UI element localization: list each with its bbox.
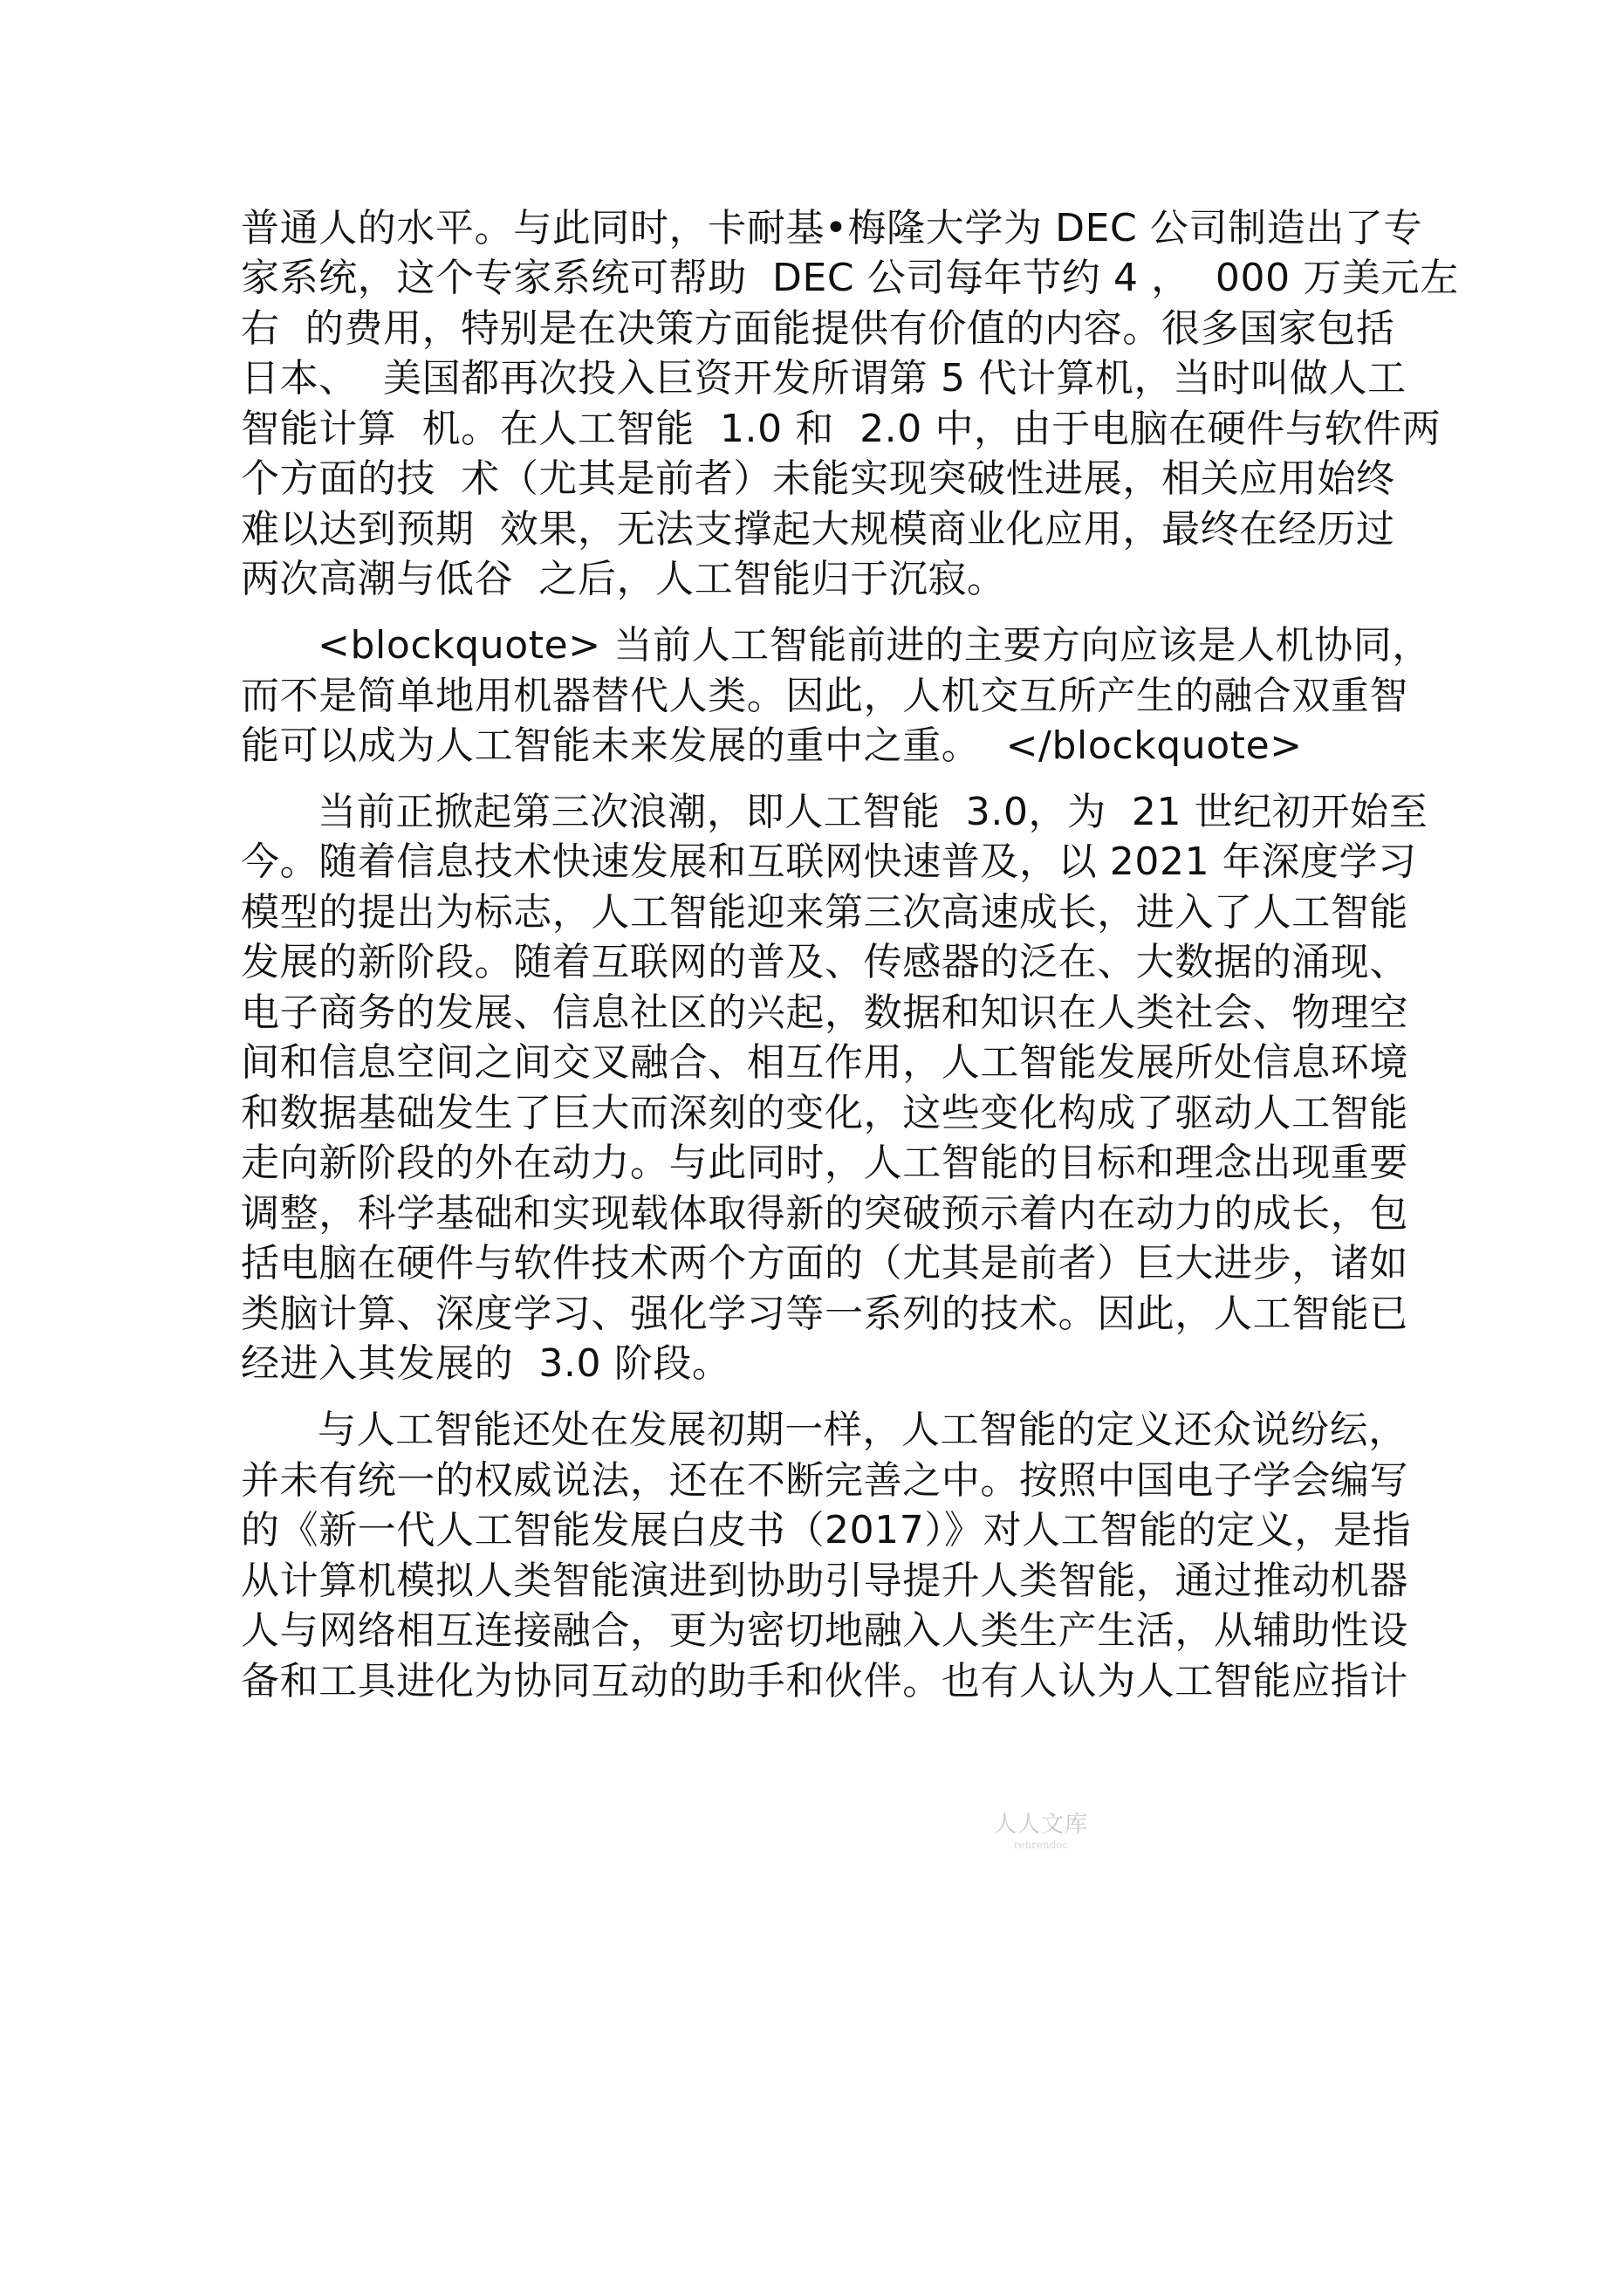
text-line: 家系统，这个专家系统可帮助 DEC 公司每年节约 4 ， 000 万美元左 — [241, 256, 1459, 300]
text-line: 括电脑在硬件与软件技术两个方面的（尤其是前者）巨大进步，诸如 — [241, 1241, 1408, 1285]
text-line: 人与网络相互连接融合，更为密切地融入人类生产生活，从辅助性设 — [241, 1608, 1408, 1653]
text-line: 备和工具进化为协同互动的助手和伙伴。也有人认为人工智能应指计 — [241, 1659, 1408, 1703]
text-line: 与人工智能还处在发展初期一样，人工智能的定义还众说纷纭， — [318, 1408, 1407, 1452]
text-line: 难以达到预期 效果，无法支撑起大规模商业化应用，最终在经历过 — [241, 507, 1395, 552]
text-line: 的《新一代人工智能发展白皮书（2017）》对人工智能的定义，是指 — [241, 1508, 1412, 1552]
watermark-logo — [976, 1812, 1106, 1873]
text-line: 间和信息空间之间交叉融合、相互作用，人工智能发展所处信息环境 — [241, 1040, 1408, 1085]
text-line: 个方面的技 术（尤其是前者）未能实现突破性进展，相关应用始终 — [241, 456, 1395, 501]
text-line: 经进入其发展的 3.0 阶段。 — [241, 1341, 731, 1386]
text-line: 当前正掀起第三次浪潮，即人工智能 3.0，为 21 世纪初开始至 — [318, 790, 1428, 834]
text-line: 智能计算 机。在人工智能 1.0 和 2.0 中，由于电脑在硬件与软件两 — [241, 407, 1442, 451]
text-line: 右 的费用，特别是在决策方面能提供有价值的内容。很多国家包括 — [241, 306, 1395, 351]
text-line: 和数据基础发生了巨大而深刻的变化，这些变化构成了驱动人工智能 — [241, 1091, 1408, 1135]
text-line: 日本、 美国都再次投入巨资开发所谓第 5 代计算机，当时叫做人工 — [241, 356, 1407, 401]
text-line: 能可以成为人工智能未来发展的重中之重。 </blockquote> — [241, 723, 1303, 768]
text-line: 发展的新阶段。随着互联网的普及、传感器的泛在、大数据的涌现、 — [241, 940, 1408, 984]
text-line: 从计算机模拟人类智能演进到协助引导提升人类智能，通过推动机器 — [241, 1559, 1408, 1603]
text-line: 而不是简单地用机器替代人类。因此，人机交互所产生的融合双重智 — [241, 674, 1408, 718]
text-line: 电子商务的发展、信息社区的兴起，数据和知识在人类社会、物理空 — [241, 990, 1408, 1035]
text-line: 模型的提出为标志，人工智能迎来第三次高速成长，进入了人工智能 — [241, 890, 1408, 935]
watermark-subtitle: renrendoc — [1013, 1839, 1069, 1851]
text-line: 走向新阶段的外在动力。与此同时，人工智能的目标和理念出现重要 — [241, 1141, 1408, 1185]
text-line: <blockquote> 当前人工智能前进的主要方向应该是人机协同， — [318, 623, 1431, 668]
text-line: 类脑计算、深度学习、强化学习等一系列的技术。因此，人工智能已 — [241, 1292, 1408, 1336]
text-line: 并未有统一的权威说法，还在不断完善之中。按照中国电子学会编写 — [241, 1458, 1408, 1503]
text-line: 普通人的水平。与此同时，卡耐基•梅隆大学为 DEC 公司制造出了专 — [241, 206, 1423, 250]
text-line: 调整，科学基础和实现载体取得新的突破预示着内在动力的成长，包 — [241, 1191, 1408, 1236]
text-line: 今。随着信息技术快速发展和互联网快速普及，以 2021 年深度学习 — [241, 840, 1417, 884]
watermark-title: 人人文库 — [993, 1812, 1088, 1838]
text-line: 两次高潮与低谷 之后，人工智能归于沉寂。 — [241, 557, 1006, 601]
